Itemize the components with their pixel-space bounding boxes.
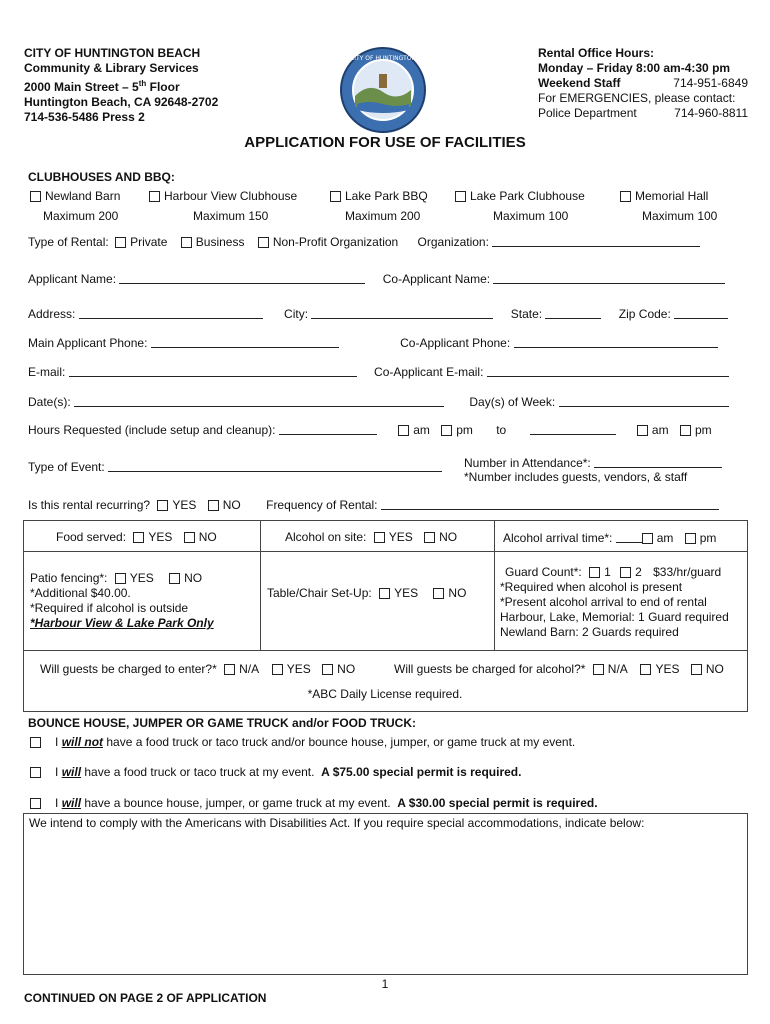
table-col-divider-2: [494, 520, 495, 650]
guard-1-checkbox[interactable]: [589, 567, 600, 578]
alcohol-arrival-field[interactable]: [616, 530, 642, 543]
food-yes-checkbox[interactable]: [133, 532, 144, 543]
svg-text:CITY OF HUNTINGTON: CITY OF HUNTINGTON: [350, 55, 416, 62]
guard-rate: $33/hr/guard: [653, 565, 722, 579]
co-email-field[interactable]: [487, 364, 729, 377]
guard-count-label: Guard Count*:: [505, 565, 582, 579]
private-checkbox[interactable]: [115, 237, 126, 248]
food-yes-label: YES: [148, 530, 173, 544]
rental-type-row: [28, 234, 700, 249]
food-served-row: [56, 530, 217, 544]
weekend-row: [538, 76, 748, 91]
co-email-label: Co-Applicant E-mail:: [374, 365, 484, 379]
facility-newland[interactable]: Newland Barn: [30, 189, 120, 203]
bounce-option-2-em: will: [61, 765, 82, 779]
bounce-i-2: I: [55, 765, 59, 779]
alcohol-no-checkbox[interactable]: [424, 532, 435, 543]
zip-field[interactable]: [674, 306, 728, 319]
recurring-no-label: NO: [222, 498, 241, 512]
charged-enter-row: [40, 662, 355, 676]
city-field[interactable]: [311, 306, 493, 319]
weekend-label: Weekend Staff: [538, 76, 621, 90]
city-label: City:: [284, 307, 309, 321]
nonprofit-checkbox[interactable]: [258, 237, 269, 248]
weekend-phone: 714-951-6849: [673, 76, 748, 90]
harbour-checkbox[interactable]: [149, 191, 160, 202]
charged-enter-label: Will guests be charged to enter?*: [40, 662, 217, 676]
days-field[interactable]: [559, 394, 729, 407]
charged-alcohol-row: [394, 662, 724, 676]
event-type-label: Type of Event:: [28, 460, 105, 474]
police-phone: 714-960-8811: [674, 106, 748, 120]
address-row: [28, 306, 728, 321]
rental-type-label: Type of Rental:: [28, 235, 109, 249]
pm-label-2: pm: [694, 423, 712, 437]
tablechair-yes-checkbox[interactable]: [379, 588, 390, 599]
alcohol-site-row: [285, 530, 457, 544]
frequency-label: Frequency of Rental:: [266, 498, 378, 512]
attendance-field[interactable]: [594, 455, 722, 468]
hours-row: [28, 422, 712, 437]
recurring-row: [28, 497, 719, 512]
alcoholcharge-yes-checkbox[interactable]: [640, 664, 651, 675]
emergency-text: For EMERGENCIES, please contact:: [538, 91, 736, 105]
hours-end-am-checkbox[interactable]: [637, 425, 648, 436]
bounce-option-3-em: will: [61, 796, 82, 810]
business-label: Business: [195, 235, 245, 249]
office-hours-block: [538, 46, 748, 121]
max-memorial: Maximum 100: [642, 209, 718, 223]
continued-note: CONTINUED ON PAGE 2 OF APPLICATION: [24, 991, 267, 1005]
address-label: Address:: [28, 307, 76, 321]
police-row: [538, 106, 748, 121]
state-label: State:: [510, 307, 543, 321]
alcohol-yes-label: YES: [388, 530, 413, 544]
private-label: Private: [130, 235, 168, 249]
bounce-i-1: I: [55, 735, 59, 749]
guard-note-3: Harbour, Lake, Memorial: 1 Guard required: [500, 610, 729, 624]
ada-text: We intend to comply with the Americans with Disabilities Act. If you require special accommodations, indicate below:: [29, 816, 645, 830]
patio-row: [30, 571, 202, 585]
bounce-option-2-permit: A $75.00 special permit is required.: [321, 765, 522, 779]
to-label: to: [496, 423, 507, 437]
bounce-option-2-checkbox[interactable]: [30, 767, 41, 778]
co-applicant-name-label: Co-Applicant Name:: [382, 272, 491, 286]
recurring-yes-checkbox[interactable]: [157, 500, 168, 511]
arrival-am-label: am: [656, 531, 674, 545]
bounce-option-3: [30, 796, 598, 810]
header-phone: 714-536-5486 Press 2: [24, 110, 145, 124]
address-field[interactable]: [79, 306, 263, 319]
arrival-pm-label: pm: [699, 531, 717, 545]
pm-label: pm: [456, 423, 473, 437]
facility-harbour[interactable]: Harbour View Clubhouse: [149, 189, 297, 203]
hours-start-pm-checkbox[interactable]: [441, 425, 452, 436]
dates-field[interactable]: [74, 394, 444, 407]
hours-start-am-checkbox[interactable]: [398, 425, 409, 436]
business-checkbox[interactable]: [181, 237, 192, 248]
bounce-option-1: [30, 735, 575, 749]
newland-checkbox[interactable]: [30, 191, 41, 202]
recurring-yes-label: YES: [172, 498, 197, 512]
dates-row: [28, 394, 729, 409]
alcohol-on-site-label: Alcohol on site:: [285, 530, 367, 544]
header-city: CITY OF HUNTINGTON BEACH: [24, 46, 201, 60]
max-newland: Maximum 200: [43, 209, 119, 223]
event-type-row: [28, 459, 442, 474]
alcohol-yes-checkbox[interactable]: [374, 532, 385, 543]
enter-na-label: N/A: [239, 662, 259, 676]
hours-start-field[interactable]: [279, 422, 377, 435]
bounce-i-3: I: [55, 796, 59, 810]
tablechair-no-checkbox[interactable]: [433, 588, 444, 599]
bounce-heading: BOUNCE HOUSE, JUMPER OR GAME TRUCK and/or FOOD TRUCK:: [28, 716, 417, 730]
hours-label: Hours Requested (include setup and cleanup):: [28, 423, 276, 437]
recurring-no-checkbox[interactable]: [208, 500, 219, 511]
header-citystate: Huntington Beach, CA 92648-2702: [24, 95, 219, 109]
facility-memorial[interactable]: Memorial Hall: [620, 189, 708, 203]
co-phone-label: Co-Applicant Phone:: [400, 336, 511, 350]
table-chair-label: Table/Chair Set-Up:: [267, 586, 372, 600]
alcohol-arrival-row: [503, 530, 716, 545]
days-label: Day(s) of Week:: [469, 395, 556, 409]
lakebbq-checkbox[interactable]: [330, 191, 341, 202]
patio-note-1: *Additional $40.00.: [30, 586, 131, 600]
co-applicant-name-field[interactable]: [493, 271, 725, 284]
arrival-pm-checkbox[interactable]: [685, 533, 696, 544]
food-no-label: NO: [198, 530, 217, 544]
alcohol-arrival-label: Alcohol arrival time*:: [503, 531, 613, 545]
max-harbour: Maximum 150: [193, 209, 269, 223]
nonprofit-label: Non-Profit Organization: [272, 235, 399, 249]
header-address-block: [24, 46, 218, 125]
alcoholcharge-yes-label: YES: [655, 662, 680, 676]
office-weekday-hours: Monday – Friday 8:00 am-4:30 pm: [538, 61, 731, 75]
bounce-option-3-permit: A $30.00 special permit is required.: [397, 796, 598, 810]
form-title: APPLICATION FOR USE OF FACILITIES: [244, 134, 526, 151]
guard-2-checkbox[interactable]: [620, 567, 631, 578]
patio-note-2: *Required if alcohol is outside: [30, 601, 189, 615]
office-hours-title: Rental Office Hours:: [538, 46, 655, 60]
applicant-name-field[interactable]: [119, 271, 365, 284]
facility-lakebbq[interactable]: Lake Park BBQ: [330, 189, 428, 203]
alcoholcharge-no-label: NO: [705, 662, 724, 676]
email-row: [28, 364, 729, 379]
state-field[interactable]: [545, 306, 601, 319]
organization-label: Organization:: [417, 235, 489, 249]
enter-na-checkbox[interactable]: [224, 664, 235, 675]
frequency-field[interactable]: [381, 497, 719, 510]
bounce-option-1-em: will not: [61, 735, 104, 749]
alcoholcharge-na-label: N/A: [607, 662, 628, 676]
food-served-label: Food served:: [56, 530, 127, 544]
organization-field[interactable]: [492, 234, 700, 247]
patio-no-label: NO: [184, 571, 203, 585]
event-type-field[interactable]: [108, 459, 442, 472]
max-lakeclub: Maximum 100: [493, 209, 569, 223]
guard-count-row: [505, 565, 721, 579]
attendance-row: [464, 455, 722, 470]
enter-no-label: NO: [337, 662, 356, 676]
main-phone-field[interactable]: [151, 335, 339, 348]
charged-alcohol-label: Will guests be charged for alcohol?*: [394, 662, 586, 676]
am-label-2: am: [651, 423, 669, 437]
email-field[interactable]: [69, 364, 357, 377]
memorial-checkbox[interactable]: [620, 191, 631, 202]
clubhouses-heading: CLUBHOUSES AND BBQ:: [28, 170, 175, 184]
tablechair-yes-label: YES: [394, 586, 419, 600]
phone-row: [28, 335, 718, 350]
facility-lakeclub[interactable]: Lake Park Clubhouse: [455, 189, 585, 203]
patio-label: Patio fencing*:: [30, 571, 108, 585]
food-no-checkbox[interactable]: [184, 532, 195, 543]
bounce-option-1-text: have a food truck or taco truck and/or bounce house, jumper, or game truck at my event.: [103, 735, 576, 749]
enter-yes-label: YES: [286, 662, 311, 676]
dates-label: Date(s):: [28, 395, 71, 409]
main-phone-label: Main Applicant Phone:: [28, 336, 148, 350]
police-label: Police Department: [538, 106, 637, 120]
am-label: am: [413, 423, 430, 437]
bounce-option-1-checkbox[interactable]: [30, 737, 41, 748]
header-street: 2000 Main Street – 5th Floor: [24, 79, 180, 94]
alcohol-no-label: NO: [439, 530, 458, 544]
hours-end-field[interactable]: [530, 422, 616, 435]
zip-label: Zip Code:: [618, 307, 671, 321]
guard-note-1: *Required when alcohol is present: [500, 580, 683, 594]
hours-end-pm-checkbox[interactable]: [680, 425, 691, 436]
enter-no-checkbox[interactable]: [322, 664, 333, 675]
guard-note-4: Newland Barn: 2 Guards required: [500, 625, 679, 639]
table-row-divider-2: [23, 650, 747, 651]
page-number: 1: [381, 977, 389, 991]
lakeclub-checkbox[interactable]: [455, 191, 466, 202]
applicant-name-label: Applicant Name:: [28, 272, 117, 286]
patio-yes-label: YES: [129, 571, 154, 585]
guard-note-2: *Present alcohol arrival to end of rental: [500, 595, 707, 609]
bounce-option-2: [30, 765, 521, 779]
alcoholcharge-na-checkbox[interactable]: [593, 664, 604, 675]
attendance-note: *Number includes guests, vendors, & staff: [464, 470, 688, 484]
alcoholcharge-no-checkbox[interactable]: [691, 664, 702, 675]
city-seal-icon: [339, 46, 427, 134]
co-phone-field[interactable]: [514, 335, 718, 348]
header-dept: Community & Library Services: [24, 61, 199, 75]
ada-box[interactable]: [23, 813, 748, 975]
max-lakebbq: Maximum 200: [345, 209, 421, 223]
abc-note: *ABC Daily License required.: [307, 687, 463, 701]
applicant-name-row: [28, 271, 725, 286]
guard-2-label: 2: [635, 565, 642, 579]
enter-yes-checkbox[interactable]: [272, 664, 283, 675]
bounce-option-2-text: have a food truck or taco truck at my event.: [81, 765, 315, 779]
table-chair-row: [267, 586, 466, 600]
patio-yes-checkbox[interactable]: [115, 573, 126, 584]
attendance-label: Number in Attendance*:: [464, 456, 591, 470]
bounce-option-3-text: have a bounce house, jumper, or game truck at my event.: [81, 796, 391, 810]
guard-1-label: 1: [604, 565, 611, 579]
email-label: E-mail:: [28, 365, 66, 379]
table-row-divider-1: [23, 551, 747, 552]
tablechair-no-label: NO: [448, 586, 467, 600]
patio-note-3: *Harbour View & Lake Park Only: [30, 616, 214, 630]
bounce-option-3-checkbox[interactable]: [30, 798, 41, 809]
table-col-divider-1: [260, 520, 261, 650]
patio-no-checkbox[interactable]: [169, 573, 180, 584]
recurring-label: Is this rental recurring?: [28, 498, 151, 512]
arrival-am-checkbox[interactable]: [642, 533, 653, 544]
